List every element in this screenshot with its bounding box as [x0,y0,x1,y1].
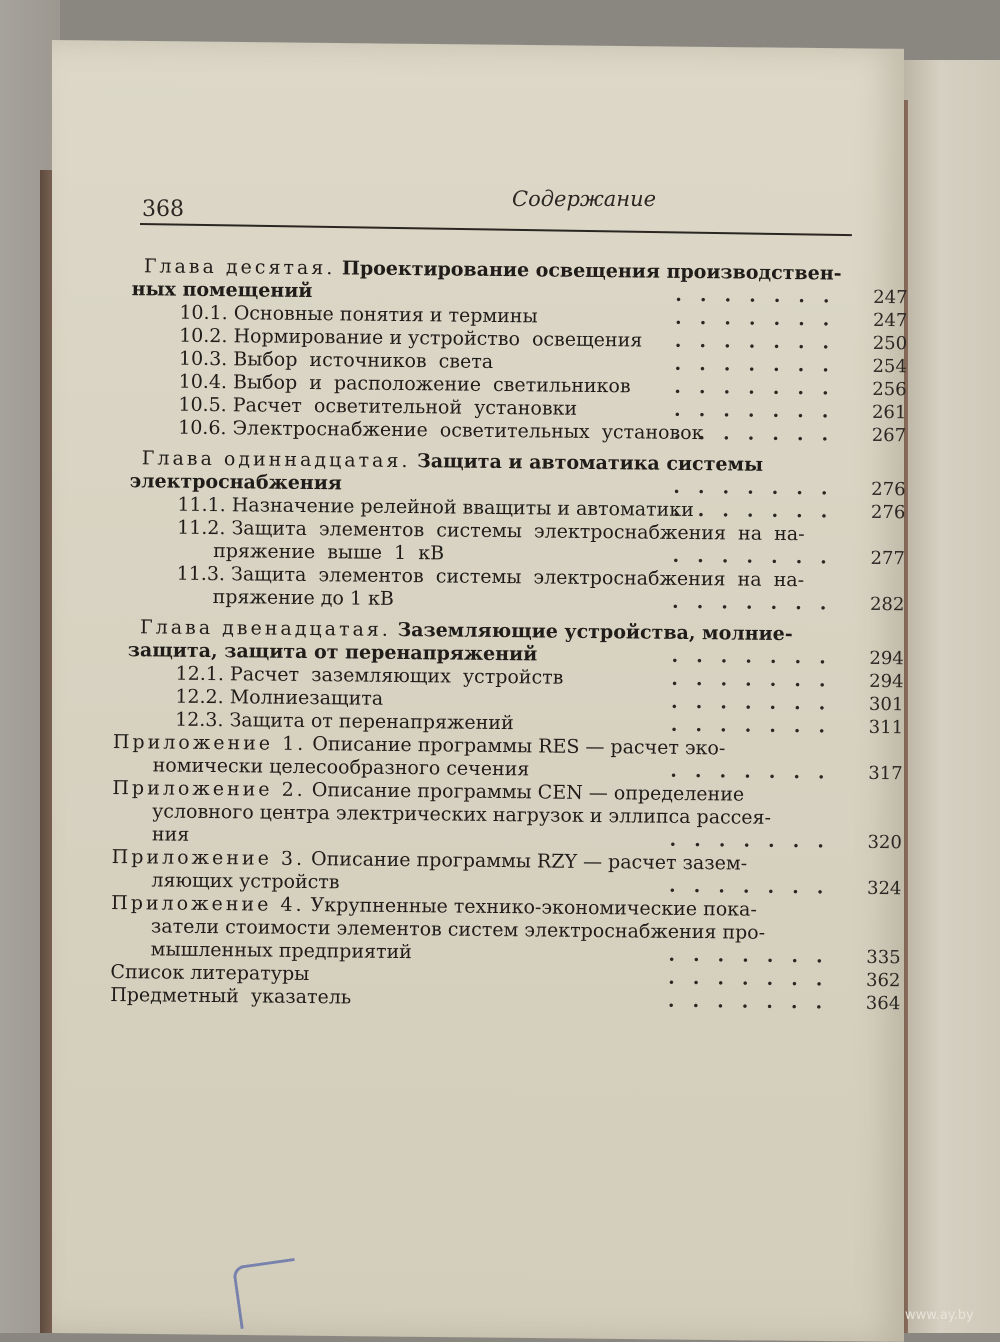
toc-title: Проектирование освещения производствен- [335,257,842,285]
toc-title: 10.3. Выбор источников света [178,347,494,373]
toc-title: Описание программы RZY — расчет зазем- [304,847,748,875]
toc-title: мышленных предприятий [150,938,413,964]
toc-title: 10.5. Расчет осветительной установки [178,393,578,420]
toc-title: Описание программы RES — расчет эко- [306,732,726,760]
page-number: 368 [142,197,184,222]
running-title: Содержание [512,187,657,211]
toc-page-number: 335 [866,946,901,969]
leader-dots: ....... [668,943,841,968]
toc-page-number: 247 [872,309,908,332]
toc-label: Приложение 1. [112,730,307,755]
toc-label: Приложение 2. [112,776,306,801]
leader-dots: ....... [671,667,844,692]
toc-page-number: 247 [873,286,908,309]
toc-title: 10.6. Электроснабжение осветительных установок [178,416,704,445]
leader-dots: ....... [673,475,846,500]
toc-label: Глава десятая. [143,255,336,280]
toc-title: 10.4. Выбор и расположение светильников [178,370,631,398]
toc-page-number: 362 [865,969,901,992]
toc-title: защита, защита от перенапряжений [127,639,538,666]
leader-dots: ....... [674,375,847,400]
leader-dots: ....... [675,283,848,308]
leader-dots: ....... [674,352,847,377]
toc-title: условного центра электрических нагрузок и эллипса рассея- [152,800,772,829]
toc-page-number: 294 [869,670,904,693]
toc-page-number: 311 [868,716,904,739]
toc-entry-appendix [111,846,901,900]
toc-entry-section [115,516,905,570]
toc-page-number: 301 [868,693,904,716]
toc-entry-appendix [111,892,902,969]
toc-title: затели стоимости элементов систем электроснабжения про- [150,915,766,944]
leader-dots: ....... [669,828,843,853]
toc-title: номически целесообразного сечения [152,754,530,781]
toc-label: Приложение 4. [111,891,305,916]
toc-entry-chapter [114,616,904,670]
toc-title: 10.1. Основные понятия и термины [179,301,538,328]
toc-title: пряжение выше 1 кВ [176,539,445,565]
toc-page-number: 317 [868,762,903,785]
toc-page-number: 267 [871,424,907,447]
leader-dots: ....... [667,989,841,1014]
toc-title: Список литературы [110,960,310,986]
toc-label: Приложение 3. [111,845,306,870]
toc-page-number: 277 [870,547,905,570]
toc-entry-appendix [112,777,903,854]
watermark: www.ay.by [905,1308,974,1323]
toc-entry-appendix [113,731,903,785]
toc-title: 11.1. Назначение релейной вващиты и автоматики [177,493,694,522]
toc-title: ляющих устройств [151,869,340,894]
toc-title: Предметный указатель [110,983,352,1009]
toc-page-number: 324 [866,877,902,900]
toc-title: электроснабжения [129,470,343,495]
leader-dots: ....... [674,306,848,331]
leader-dots: ....... [671,644,844,669]
toc-title: 10.2. Нормирование и устройство освещения [179,324,643,352]
page-header [140,185,850,233]
toc-title: Описание программы CEN — определение [305,778,745,806]
toc-page-number: 282 [869,593,905,616]
toc-page-number: 254 [872,355,907,378]
toc-entry-chapter [116,447,906,501]
leader-dots: ....... [672,544,845,569]
toc-label: Глава двенадцатая. [139,616,392,641]
toc-page-number: 320 [867,831,902,854]
toc-title: Укрупненные технико-экономические пока- [304,893,757,921]
leader-dots: ....... [668,966,841,991]
toc-title: 11.2. Защита элементов системы электроснабжения на на- [177,516,805,546]
ink-mark [232,1258,303,1329]
toc-title: 12.1. Расчет заземляющих устройств [175,662,564,689]
leader-dots: ....... [670,713,844,738]
toc-title: пряжение до 1 кВ [176,585,395,610]
toc-title: 12.3. Защита от перенапряжений [175,708,514,735]
toc-page-number: 364 [865,992,901,1015]
leader-dots: ....... [673,421,847,446]
toc-page-number: 276 [871,478,906,501]
toc-label: Глава одиннадцатая. [141,447,411,473]
facing-page [900,60,1000,1333]
leader-dots: ....... [668,874,842,899]
toc-title: Защита и автоматика системы [410,450,764,476]
toc-page-number: 276 [870,501,906,524]
toc-title: 12.2. Молниезащита [175,685,384,710]
toc-page-number: 250 [872,332,908,355]
leader-dots: ....... [673,398,847,423]
toc-page-number: 256 [872,378,907,401]
toc-title: ных помещений [131,278,313,303]
leader-dots: ....... [674,329,848,354]
toc-title: Заземляющие устройства, молние- [390,618,793,646]
toc-title: ния [151,823,190,846]
leader-dots: ....... [672,498,846,523]
table-of-contents [110,255,908,1015]
leader-dots: ....... [671,590,845,615]
toc-title: 11.3. Защита элементов системы электроснабжения на на- [176,562,805,592]
toc-entry-chapter [118,255,908,309]
leader-dots: ....... [670,690,844,715]
leader-dots: ....... [670,759,843,784]
toc-page-number: 261 [871,401,907,424]
toc-page-number: 294 [869,647,904,670]
toc-entry-section [114,562,904,616]
